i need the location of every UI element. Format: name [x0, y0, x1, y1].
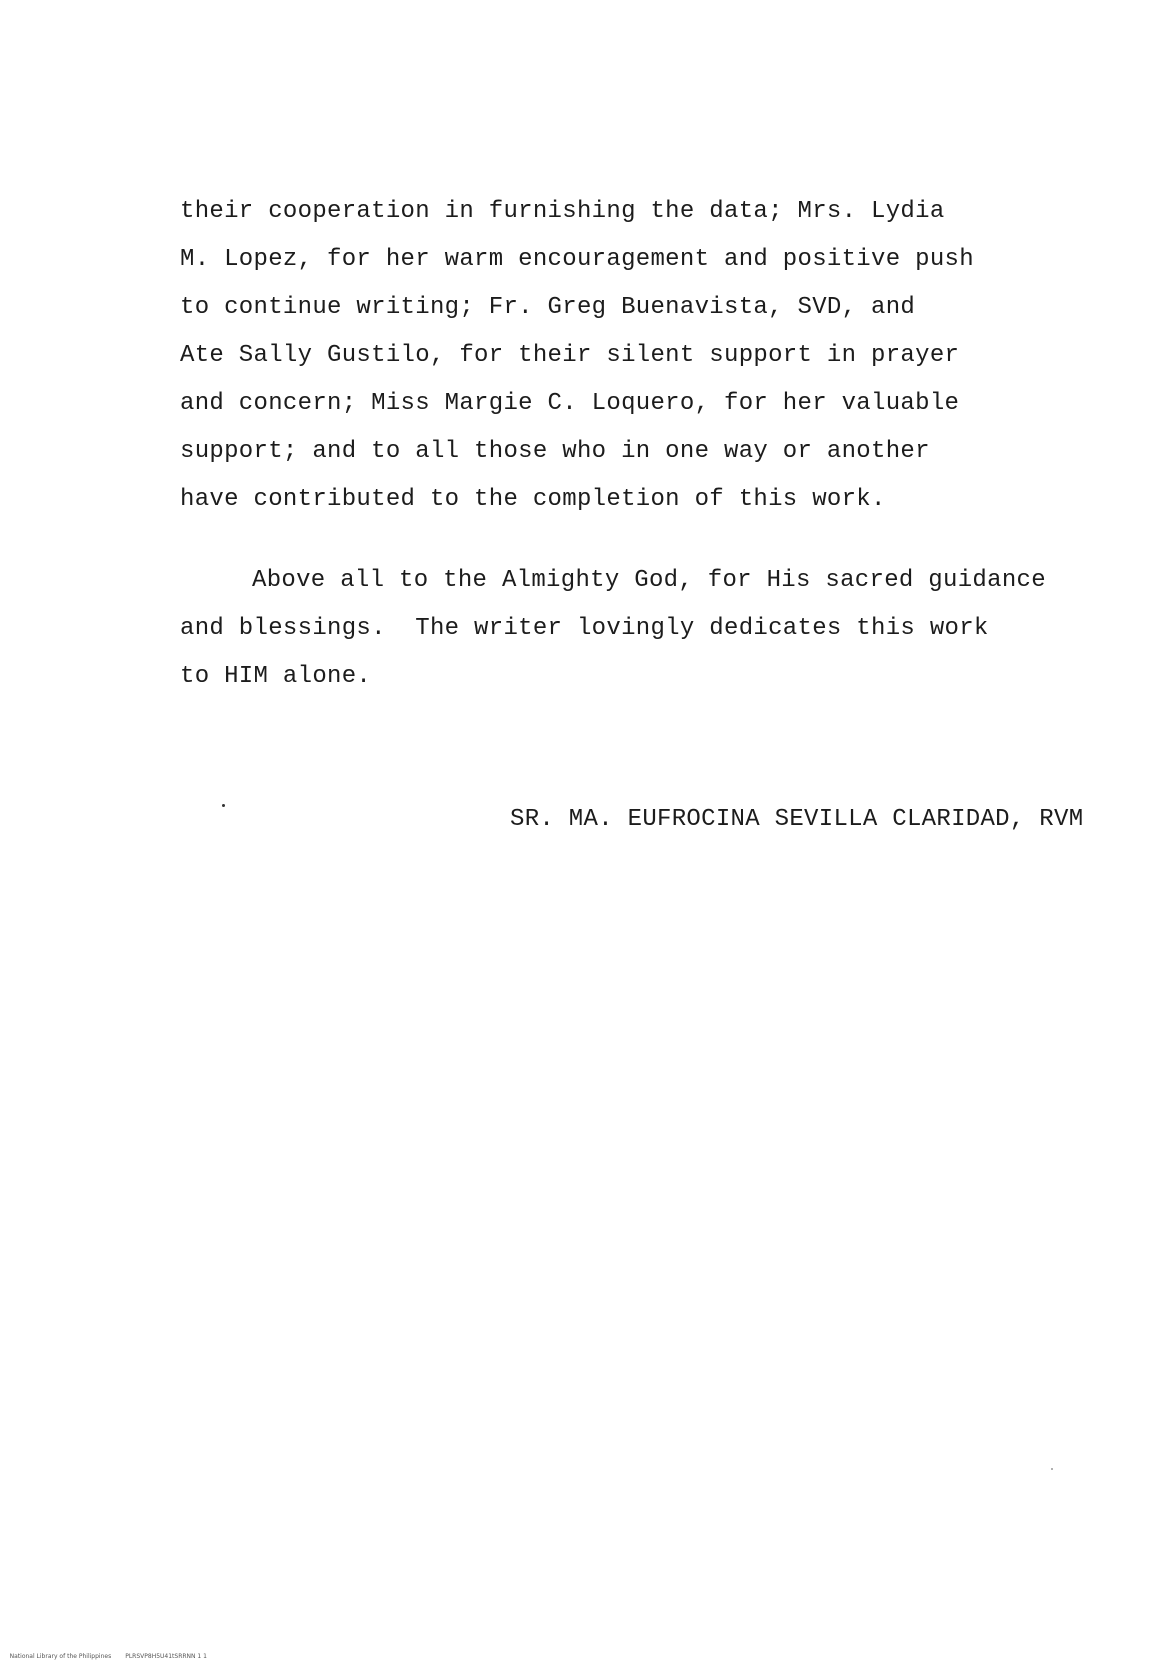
text-line: their cooperation in furnishing the data; Mrs. Lydia: [180, 198, 945, 225]
scan-speck: [222, 804, 225, 807]
text-line: support; and to all those who in one way or another: [180, 438, 930, 465]
text-line: have contributed to the completion of this work.: [180, 486, 886, 513]
author-signature: SR. MA. EUFROCINA SEVILLA CLARIDAD, RVM: [510, 806, 1084, 833]
text-line: to continue writing; Fr. Greg Buenavista, SVD, and: [180, 294, 916, 321]
text-line: Above all to the Almighty God, for His sacred guidance: [252, 567, 1046, 594]
scan-speck: [1051, 1468, 1053, 1470]
dedication-paragraph: [180, 557, 1080, 701]
text-line: Ate Sally Gustilo, for their silent support in prayer: [180, 342, 960, 369]
text-line: M. Lopez, for her warm encouragement and positive push: [180, 246, 974, 273]
text-line: to HIM alone.: [180, 663, 372, 690]
text-line: and concern; Miss Margie C. Loquero, for her valuable: [180, 390, 960, 417]
footer-library: National Library of the Philippines: [9, 1653, 112, 1660]
scan-footer: [2, 1645, 207, 1669]
footer-record-id: PLRSVP8H5U41tSRRNN 1 1: [125, 1653, 207, 1660]
text-line: and blessings. The writer lovingly dedicates this work: [180, 615, 989, 642]
acknowledgment-paragraph: [180, 188, 1080, 524]
